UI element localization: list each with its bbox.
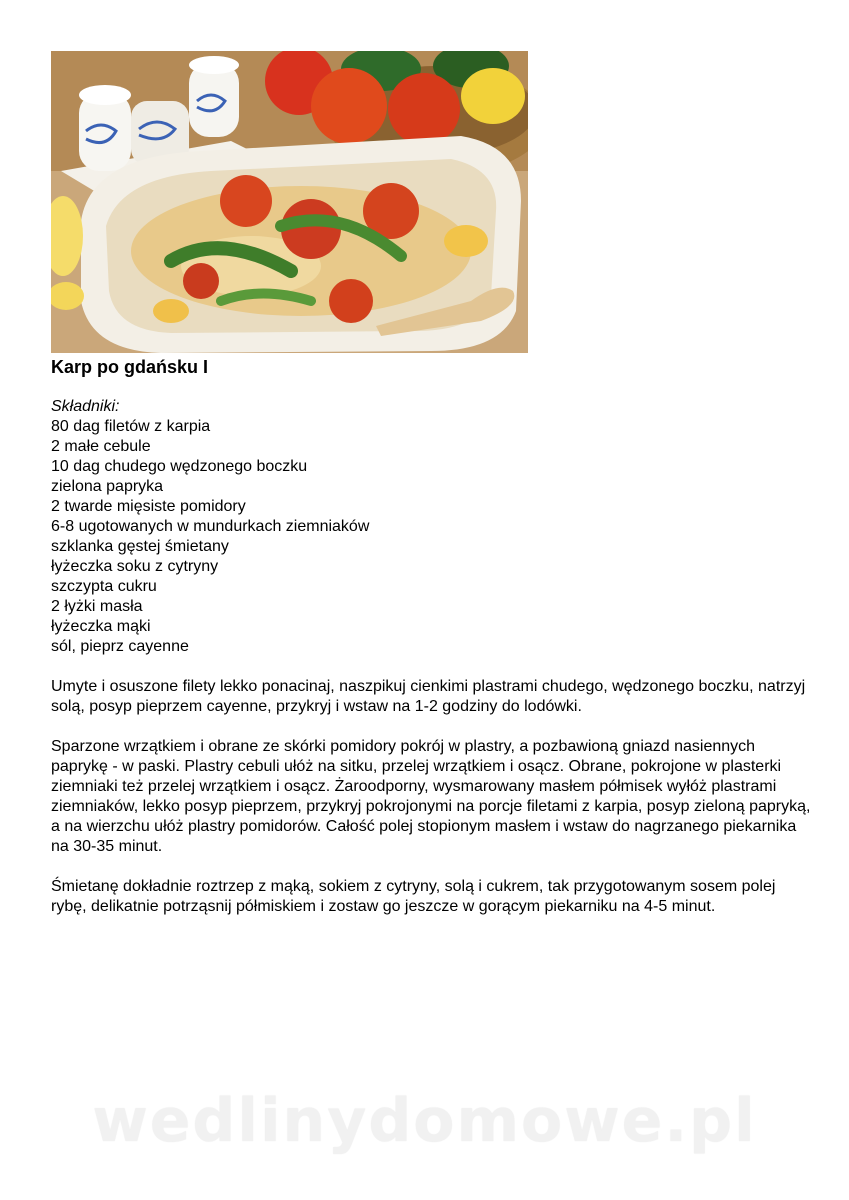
- ingredients-heading: Składniki:: [51, 398, 120, 415]
- ingredient-item: 80 dag filetów z karpia: [51, 418, 211, 435]
- dish-photo: [51, 51, 528, 353]
- recipe-body: [51, 397, 811, 917]
- ingredient-item: zielona papryka: [51, 478, 164, 495]
- ingredient-item: szczypta cukru: [51, 578, 157, 595]
- ingredients-list: [51, 417, 811, 657]
- recipe-title: Karp po gdańsku I: [51, 357, 209, 377]
- ingredient-item: 6-8 ugotowanych w mundurkach ziemniaków: [51, 518, 370, 535]
- ingredient-item: 10 dag chudego wędzonego boczku: [51, 458, 308, 475]
- ingredient-item: sól, pieprz cayenne: [51, 638, 189, 655]
- ingredient-item: 2 twarde mięsiste pomidory: [51, 498, 246, 515]
- site-watermark: wedlinydomowe.pl: [92, 1086, 757, 1156]
- ingredient-item: 2 łyżki masła: [51, 598, 143, 615]
- ingredient-item: łyżeczka soku z cytryny: [51, 558, 219, 575]
- instruction-paragraph: Sparzone wrzątkiem i obrane ze skórki pomidory pokrój w plastry, a pozbawioną gniazd nasiennych paprykę - w paski. Plastry cebuli ułóż na sitku, przelej wrzątkiem i osącz. Obrane, pokrojone w plasterki ziemniaki też przelej wrzątkiem i osącz. Żaroodporny, wysmarowany masłem półmisek wyłóż plastrami ziemniaków, lekko posyp pieprzem, przykryj pokrojonymi na porcje filetami z karpia, posyp zieloną papryką, a na wierzchu ułóż plastry pomidorów. Całość polej stopionym masłem i wstaw do nagrzanego piekarnika na 30-35 minut.: [51, 738, 811, 855]
- instruction-paragraph: Śmietanę dokładnie roztrzep z mąką, sokiem z cytryny, solą i cukrem, tak przygotowanym sosem polej rybę, delikatnie potrząsnij półmiskiem i zostaw go jeszcze w gorącym piekarniku na 4-5 minut.: [51, 878, 776, 915]
- ingredient-item: 2 małe cebule: [51, 438, 151, 455]
- ingredient-item: szklanka gęstej śmietany: [51, 538, 229, 555]
- ingredient-item: łyżeczka mąki: [51, 618, 151, 635]
- instruction-paragraph: Umyte i osuszone filety lekko ponacinaj, naszpikuj cienkimi plastrami chudego, wędzonego boczku, natrzyj solą, posyp pieprzem cayenne, przykryj i wstaw na 1-2 godziny do lodówki.: [51, 678, 806, 715]
